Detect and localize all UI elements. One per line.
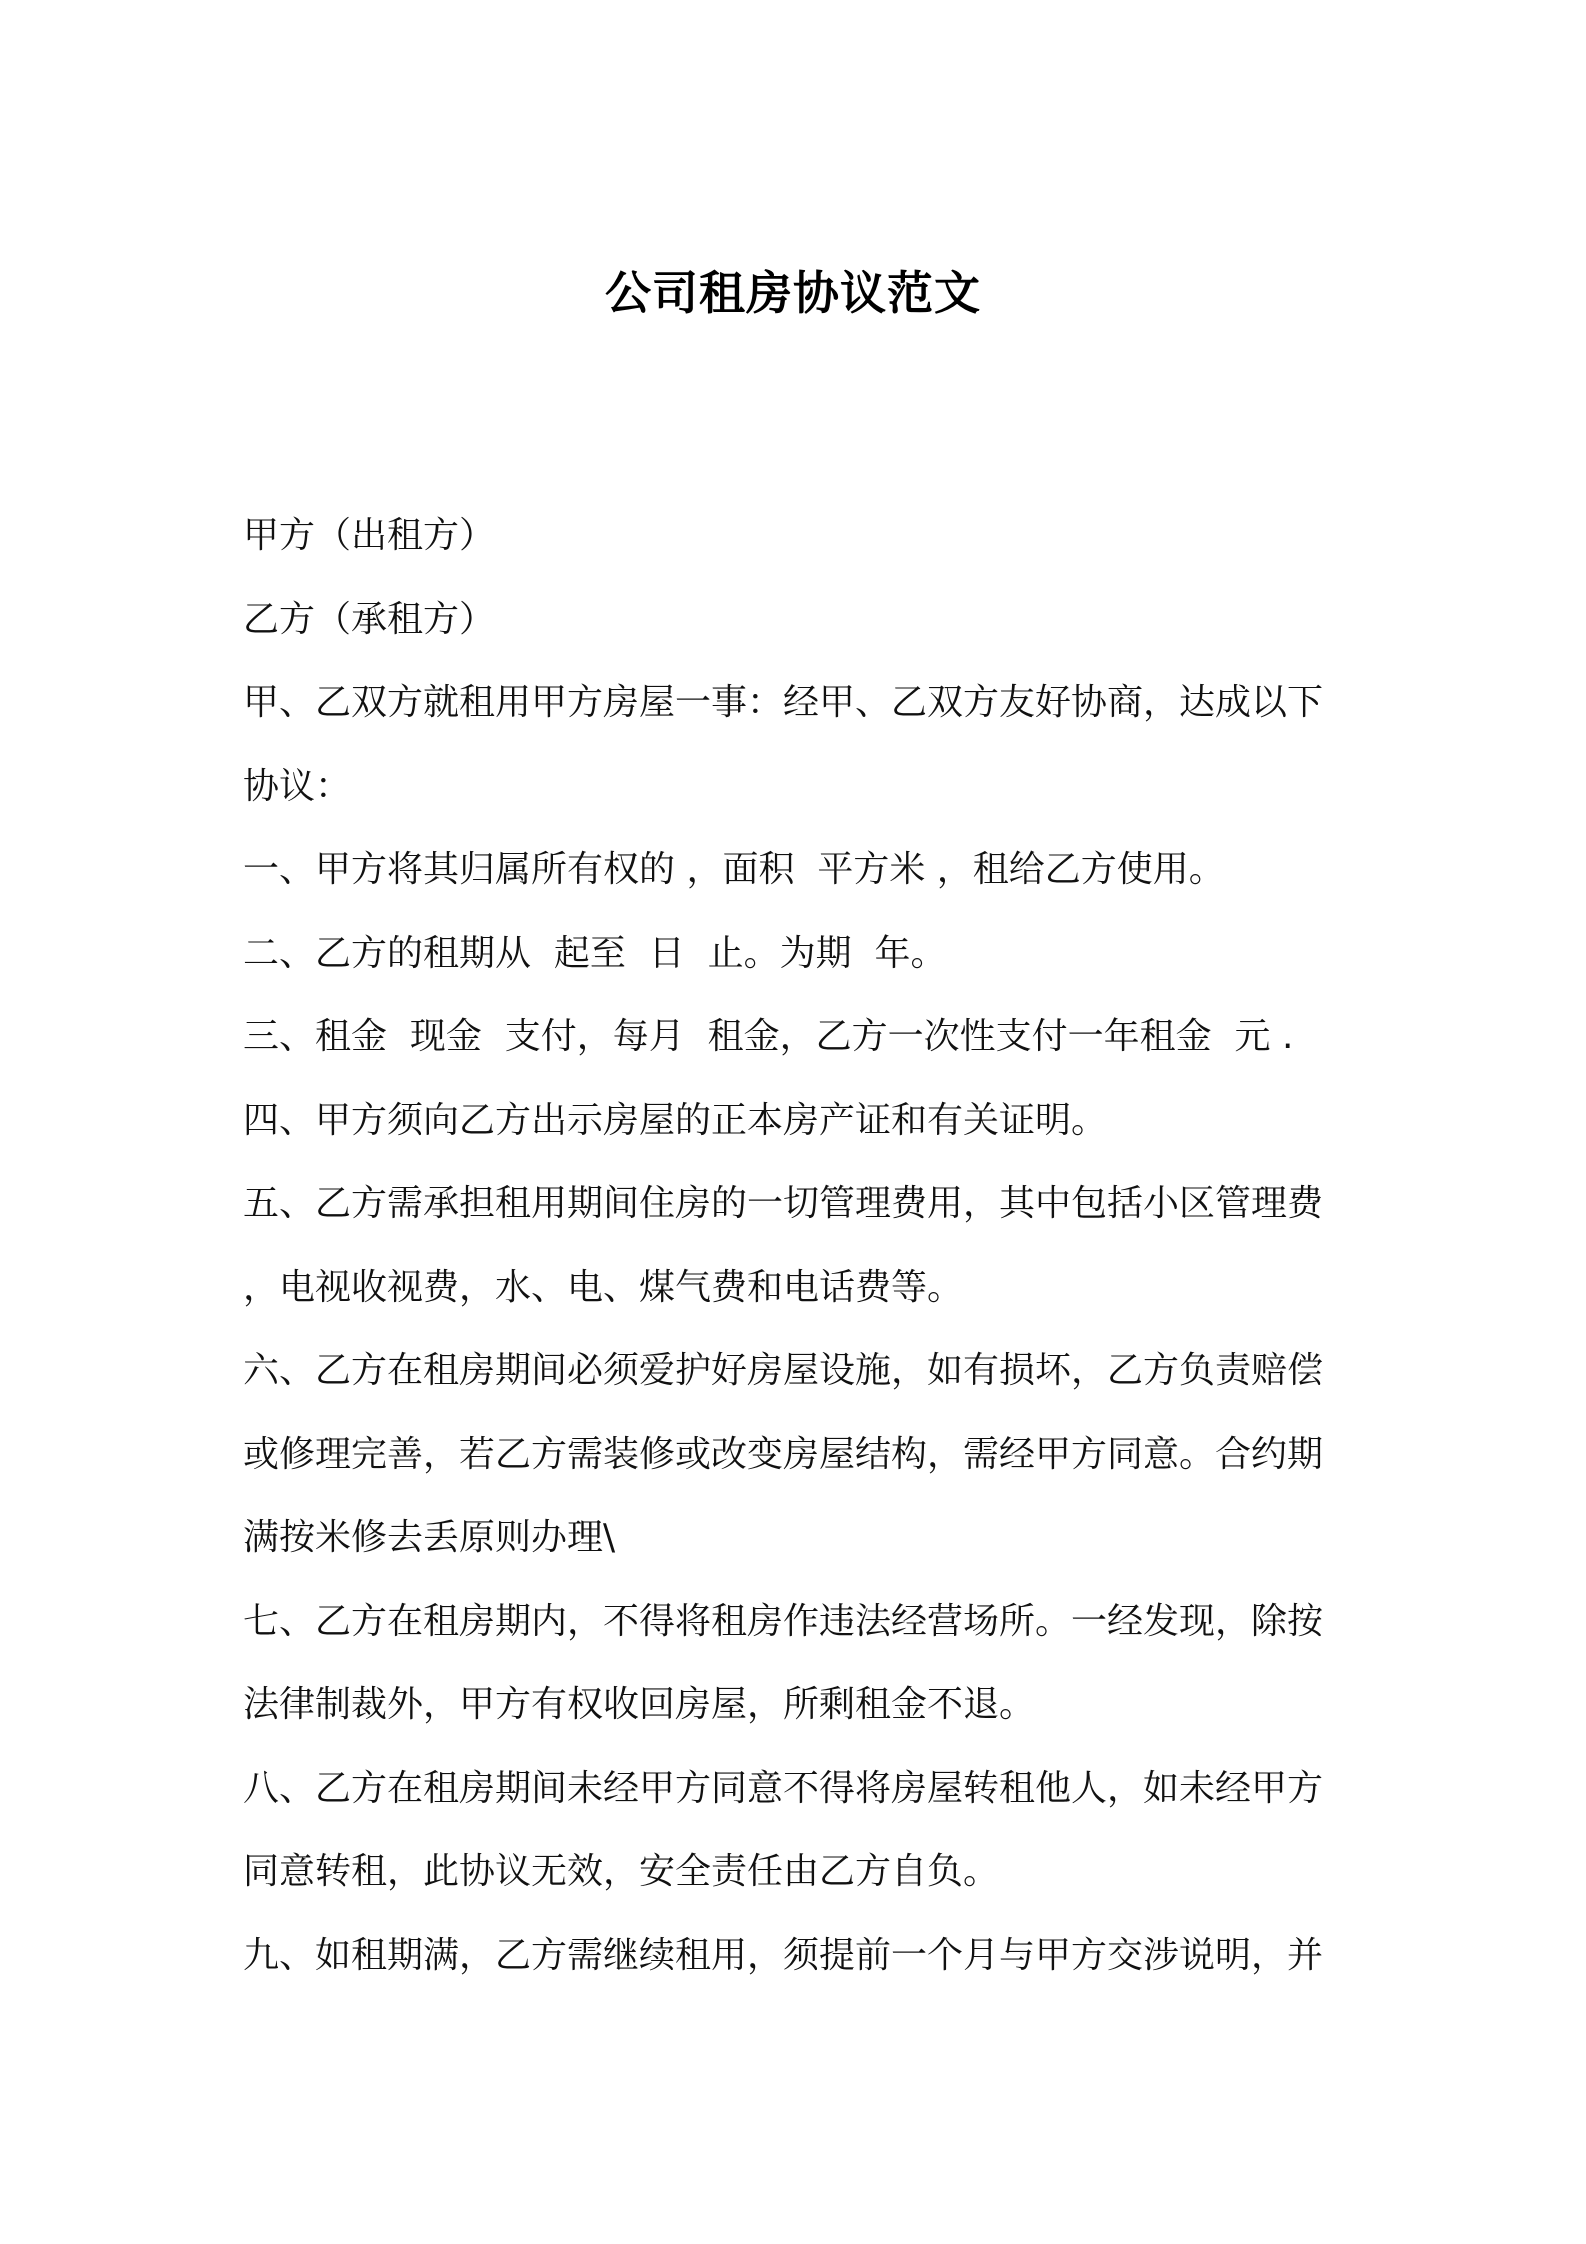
clause-7-line-1: 七、乙方在租房期内，不得将租房作违法经营场所。一经发现，除按 bbox=[243, 1600, 1324, 1642]
document-title: 公司租房协议范文 bbox=[605, 266, 981, 320]
party-a-line: 甲方（出租方） bbox=[243, 515, 496, 556]
intro-line-2: 协议： bbox=[243, 765, 352, 807]
clause-6-line-1: 六、乙方在租房期间必须爱护好房屋设施，如有损坏，乙方负责赔偿 bbox=[243, 1350, 1324, 1391]
clause-4: 四、甲方须向乙方出示房屋的正本房产证和有关证明。 bbox=[243, 1099, 1108, 1141]
intro-line-1: 甲、乙双方就租用甲方房屋一事：经甲、乙双方友好协商，达成以下 bbox=[243, 682, 1324, 723]
clause-6-line-3: 满按米修去丢原则办理\ bbox=[243, 1517, 616, 1558]
clause-8-line-1: 八、乙方在租房期间未经甲方同意不得将房屋转租他人，如未经甲方 bbox=[243, 1767, 1324, 1809]
clause-1: 一、甲方将其归属所有权的 ，面积 平方米 ，租给乙方使用。 bbox=[243, 849, 1225, 890]
clause-5-line-2: ，电视收视费，水、电、煤气费和电话费等。 bbox=[243, 1266, 964, 1308]
clause-6-line-2: 或修理完善，若乙方需装修或改变房屋结构，需经甲方同意。合约期 bbox=[243, 1433, 1324, 1475]
clause-2: 二、乙方的租期从 起至 日 止。为期 年。 bbox=[243, 932, 947, 974]
clause-3: 三、租金 现金 支付，每月 租金，乙方一次性支付一年租金 元 . bbox=[243, 1016, 1294, 1057]
clause-9-line-1: 九、如租期满，乙方需继续租用，须提前一个月与甲方交涉说明，并 bbox=[243, 1934, 1324, 1976]
party-b-line: 乙方（承租方） bbox=[243, 598, 496, 640]
clause-7-line-2: 法律制裁外，甲方有权收回房屋，所剩租金不退。 bbox=[243, 1684, 1036, 1725]
clause-8-line-2: 同意转租，此协议无效，安全责任由乙方自负。 bbox=[243, 1851, 1000, 1892]
document-body bbox=[243, 494, 1363, 1997]
clause-5-line-1: 五、乙方需承担租用期间住房的一切管理费用，其中包括小区管理费 bbox=[243, 1183, 1324, 1224]
